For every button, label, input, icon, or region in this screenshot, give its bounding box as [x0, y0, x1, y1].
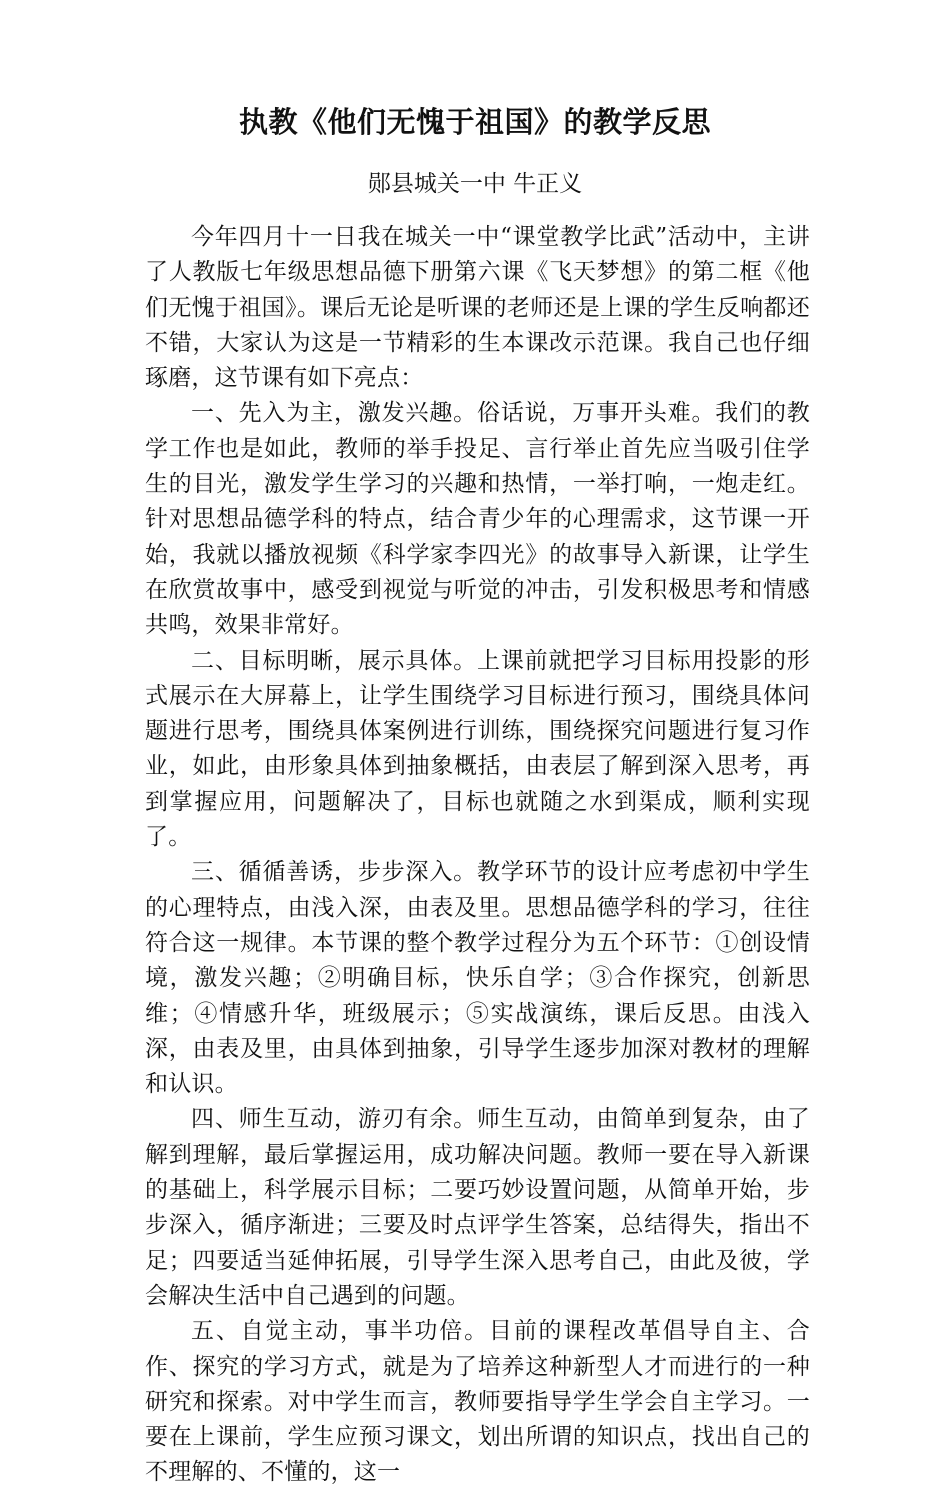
paragraph-intro: 今年四月十一日我在城关一中“课堂教学比武”活动中，主讲了人教版七年级思想品德下册第六课《飞天梦想》的第二框《他们无愧于祖国》。课后无论是听课的老师还是上课的学生反响都还不错，大家认为这是一节精彩的生本课改示范课。我自己也仔细琢磨，这节课有如下亮点：	[145, 224, 810, 392]
paragraph-point-3: 三、循循善诱，步步深入。教学环节的设计应考虑初中学生的心理特点，由浅入深，由表及里。思想品德学科的学习，往往符合这一规律。本节课的整个教学过程分为五个环节：①创设情境，激发兴趣；②明确目标，快乐自学；③合作探究，创新思维；④情感升华，班级展示；⑤实战演练，课后反思。由浅入深，由表及里，由具体到抽象，引导学生逐步加深对教材的理解和认识。	[145, 859, 810, 1098]
document-title: 执教《他们无愧于祖国》的教学反思	[238, 105, 711, 139]
paragraph-point-1: 一、先入为主，激发兴趣。俗话说，万事开头难。我们的教学工作也是如此，教师的举手投足、言行举止首先应当吸引住学生的目光，激发学生学习的兴趣和热情，一举打响，一炮走红。针对思想品德学科的特点，结合青少年的心理需求，这节课一开始，我就以播放视频《科学家李四光》的故事导入新课，让学生在欣赏故事中，感受到视觉与听觉的冲击，引发积极思考和情感共鸣，效果非常好。	[145, 400, 810, 639]
document-author: 郧县城关一中 牛正义	[367, 171, 583, 197]
document-body	[145, 220, 810, 1491]
paragraph-point-5: 五、自觉主动，事半功倍。目前的课程改革倡导自主、合作、探究的学习方式，就是为了培养这种新型人才而进行的一种研究和探索。对中学生而言，教师要指导学生学会自主学习。一要在上课前，学生应预习课文，划出所谓的知识点，找出自己的不理解的、不懂的，这一	[145, 1318, 810, 1486]
paragraph-point-4: 四、师生互动，游刃有余。师生互动，由简单到复杂，由了解到理解，最后掌握运用，成功解决问题。教师一要在导入新课的基础上，科学展示目标；二要巧妙设置问题，从简单开始，步步深入，循序渐进；三要及时点评学生答案，总结得失，指出不足；四要适当延伸拓展，引导学生深入思考自己，由此及彼，学会解决生活中自己遇到的问题。	[145, 1106, 810, 1309]
paragraph-point-2: 二、目标明晰，展示具体。上课前就把学习目标用投影的形式展示在大屏幕上，让学生围绕学习目标进行预习，围绕具体问题进行思考，围绕具体案例进行训练，围绕探究问题进行复习作业，如此，由形象具体到抽象概括，由表层了解到深入思考，再到掌握应用，问题解决了，目标也就随之水到渠成，顺利实现了。	[145, 647, 810, 851]
